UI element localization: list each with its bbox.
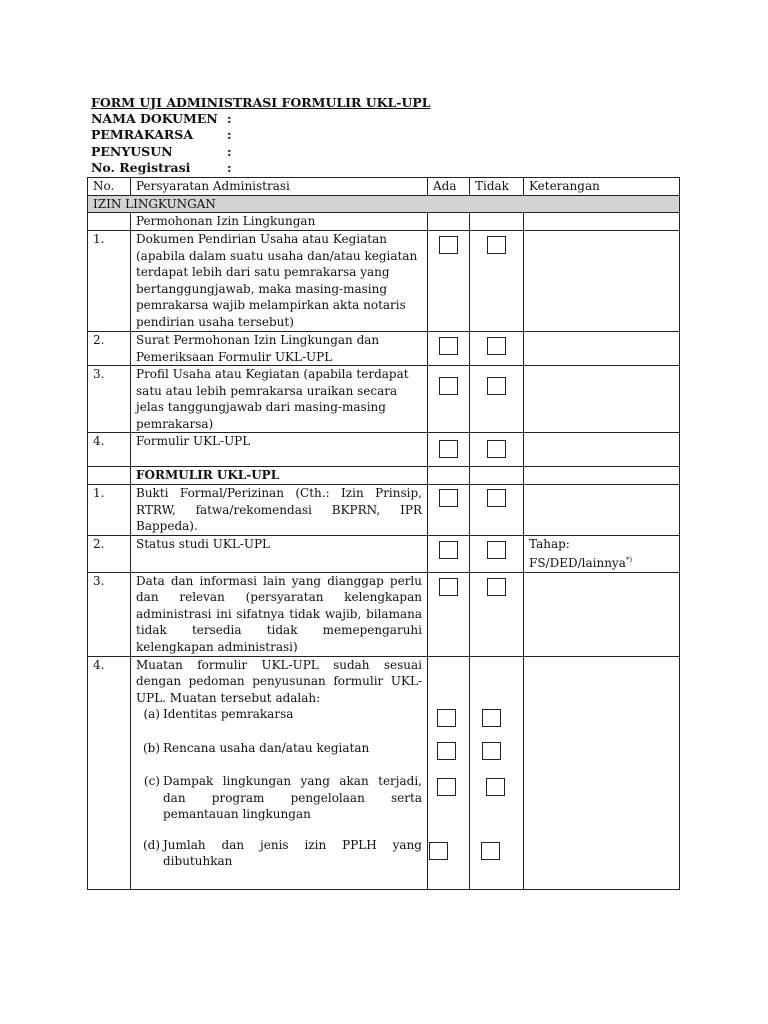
tidak-checkbox[interactable] bbox=[487, 337, 506, 355]
row-requirement: Dokumen Pendirian Usaha atau Kegiatan (apabila dalam suatu usaha dan/atau kegiatan terdapat lebih dari satu pemrakarsa yang bertanggungjawab, maka masing-masing pemrakarsa wajib melampirkan akta notaris pendirian usaha tersebut) bbox=[131, 231, 428, 332]
footnote-mark: *) bbox=[625, 556, 633, 564]
field-separator: : bbox=[227, 144, 232, 159]
ada-checkbox[interactable] bbox=[439, 541, 458, 559]
row-number: 3. bbox=[88, 572, 131, 656]
row-keterangan bbox=[524, 231, 680, 332]
section-label: IZIN LINGKUNGAN bbox=[88, 195, 680, 213]
tidak-checkbox[interactable] bbox=[487, 541, 506, 559]
subitem-label: (c) bbox=[143, 774, 160, 788]
row-requirement: Status studi UKL-UPL bbox=[131, 535, 428, 572]
tidak-checkbox[interactable] bbox=[487, 440, 506, 458]
field-separator: : bbox=[227, 127, 232, 142]
table-row bbox=[88, 656, 680, 889]
form-title: FORM UJI ADMINISTRASI FORMULIR UKL-UPL bbox=[91, 95, 431, 110]
table-row bbox=[88, 231, 680, 332]
keterangan-text: Tahap: FS/DED/lainnya bbox=[529, 536, 626, 570]
subitem-text: Dampak lingkungan yang akan terjadi, dan program pengelolaan serta pemantauan lingkungan bbox=[163, 774, 422, 821]
tidak-checkbox-column bbox=[470, 656, 524, 889]
subheading-row bbox=[88, 467, 680, 485]
tidak-checkbox-a[interactable] bbox=[482, 709, 501, 727]
table-row bbox=[88, 332, 680, 366]
row-number: 2. bbox=[88, 535, 131, 572]
ada-checkbox[interactable] bbox=[439, 440, 458, 458]
row-keterangan bbox=[524, 572, 680, 656]
row-keterangan bbox=[524, 366, 680, 433]
tidak-checkbox-d[interactable] bbox=[481, 842, 500, 860]
subitem-text: Rencana usaha dan/atau kegiatan bbox=[163, 740, 370, 755]
row-number: 3. bbox=[88, 366, 131, 433]
row-requirement: Bukti Formal/Perizinan (Cth.: Izin Prinsip, RTRW, fatwa/rekomendasi BKPRN, IPR Bappeda). bbox=[131, 485, 428, 536]
row-keterangan bbox=[524, 485, 680, 536]
field-nama-dokumen bbox=[91, 111, 232, 127]
subitem-label: (d) bbox=[142, 837, 160, 852]
row-requirement: Data dan informasi lain yang dianggap perlu dan relevan (persyaratan kelengkapan administrasi ini sifatnya tidak wajib, bilamana tidak tersedia tidak memepengaruhi kelengkapan administrasi) bbox=[131, 572, 428, 656]
row-keterangan bbox=[524, 535, 680, 572]
field-no-registrasi bbox=[91, 160, 232, 176]
ada-checkbox-b[interactable] bbox=[437, 742, 456, 760]
subitem-a bbox=[136, 706, 422, 723]
table-header-row bbox=[88, 178, 680, 196]
tidak-checkbox[interactable] bbox=[487, 578, 506, 596]
row-requirement: Surat Permohonan Izin Lingkungan dan Pemeriksaan Formulir UKL-UPL bbox=[131, 332, 428, 366]
field-pemrakarsa bbox=[91, 127, 232, 143]
row-requirement: Profil Usaha atau Kegiatan (apabila terdapat satu atau lebih pemrakarsa uraikan secara jelas tanggungjawab dari masing-masing pemrakarsa) bbox=[131, 366, 428, 433]
tidak-checkbox[interactable] bbox=[487, 377, 506, 395]
table-row bbox=[88, 366, 680, 433]
subheading-permohonan: Permohonan Izin Lingkungan bbox=[131, 213, 428, 231]
table-row bbox=[88, 535, 680, 572]
field-label: PEMRAKARSA bbox=[91, 127, 194, 142]
subheading-row bbox=[88, 213, 680, 231]
ada-checkbox[interactable] bbox=[439, 337, 458, 355]
table-row bbox=[88, 485, 680, 536]
ada-checkbox-column bbox=[428, 656, 470, 889]
ada-checkbox-c[interactable] bbox=[437, 778, 456, 796]
col-header-persyaratan: Persyaratan Administrasi bbox=[131, 178, 428, 196]
field-separator: : bbox=[227, 160, 232, 175]
subitem-c bbox=[136, 773, 422, 823]
subitem-text: Identitas pemrakarsa bbox=[163, 707, 294, 721]
row-keterangan bbox=[524, 433, 680, 467]
row-number: 2. bbox=[88, 332, 131, 366]
row-number: 1. bbox=[88, 231, 131, 332]
field-penyusun bbox=[91, 144, 232, 160]
row-number: 4. bbox=[88, 433, 131, 467]
row-requirement-group bbox=[131, 656, 428, 889]
requirements-table bbox=[87, 177, 680, 890]
field-label: No. Registrasi bbox=[91, 160, 191, 175]
ada-checkbox[interactable] bbox=[439, 578, 458, 596]
ada-checkbox-d[interactable] bbox=[429, 842, 448, 860]
col-header-tidak: Tidak bbox=[470, 178, 524, 196]
row-keterangan bbox=[524, 656, 680, 889]
row-keterangan bbox=[524, 332, 680, 366]
col-header-ada: Ada bbox=[428, 178, 470, 196]
row-requirement: Muatan formulir UKL-UPL sudah sesuai dengan pedoman penyusunan formulir UKL-UPL. Muatan tersebut adalah: bbox=[136, 657, 422, 705]
subitem-text: Jumlah dan jenis izin PPLH yang dibutuhkan bbox=[163, 837, 422, 868]
col-header-no: No. bbox=[88, 178, 131, 196]
tidak-checkbox[interactable] bbox=[487, 489, 506, 507]
section-row-izin-lingkungan bbox=[88, 195, 680, 213]
subitem-b bbox=[136, 740, 422, 757]
field-separator: : bbox=[227, 111, 232, 126]
ada-checkbox[interactable] bbox=[439, 377, 458, 395]
col-header-keterangan: Keterangan bbox=[524, 178, 680, 196]
tidak-checkbox-b[interactable] bbox=[482, 742, 501, 760]
tidak-checkbox-c[interactable] bbox=[486, 778, 505, 796]
row-number: 4. bbox=[88, 656, 131, 889]
ada-checkbox-a[interactable] bbox=[437, 709, 456, 727]
subitem-label: (b) bbox=[142, 740, 160, 755]
row-requirement: Formulir UKL-UPL bbox=[131, 433, 428, 467]
subitem-d bbox=[136, 837, 422, 870]
ada-checkbox[interactable] bbox=[439, 236, 458, 254]
subheading-formulir: FORMULIR UKL-UPL bbox=[131, 467, 428, 485]
row-number: 1. bbox=[88, 485, 131, 536]
field-label: PENYUSUN bbox=[91, 144, 173, 159]
subitem-label: (a) bbox=[143, 707, 160, 721]
tidak-checkbox[interactable] bbox=[487, 236, 506, 254]
table-row bbox=[88, 572, 680, 656]
table-row bbox=[88, 433, 680, 467]
field-label: NAMA DOKUMEN bbox=[91, 111, 218, 126]
ada-checkbox[interactable] bbox=[439, 489, 458, 507]
